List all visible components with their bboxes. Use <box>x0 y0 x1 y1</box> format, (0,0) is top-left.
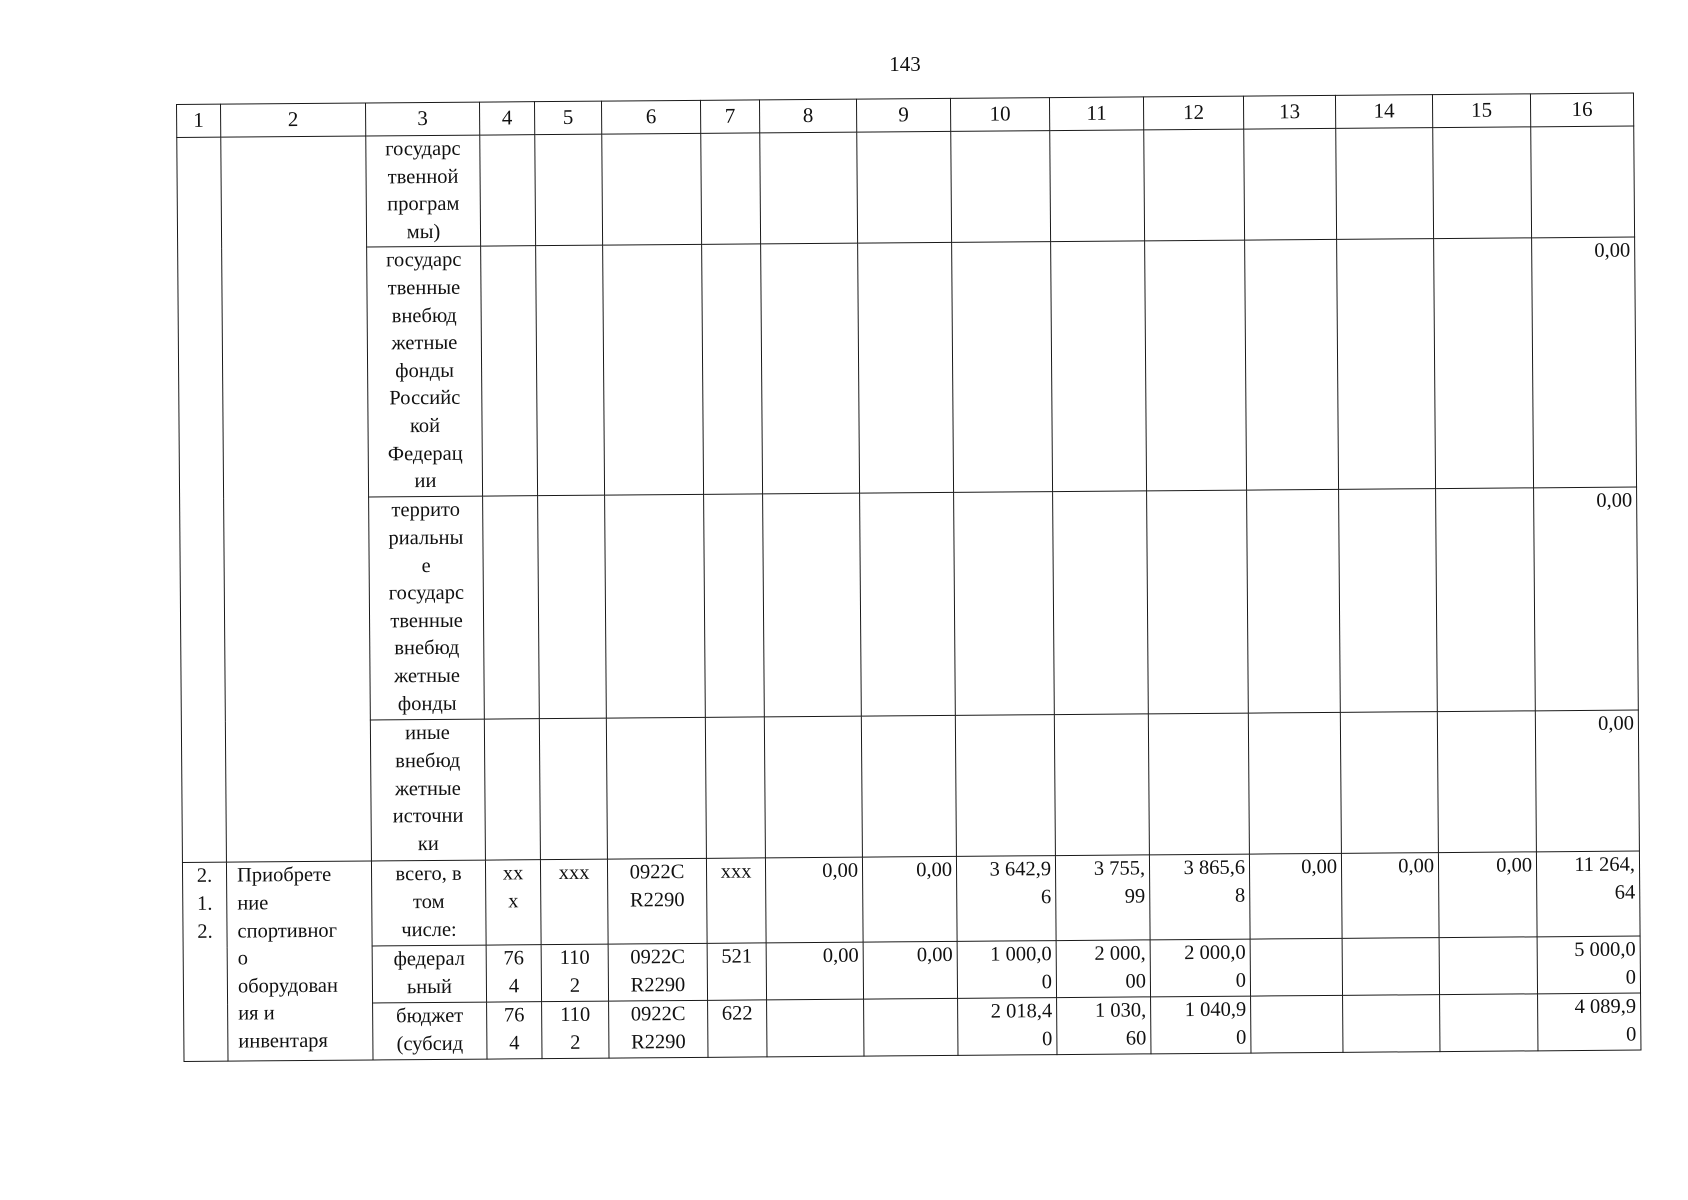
empty-cell <box>536 246 605 497</box>
empty-cell <box>602 133 702 245</box>
header-cell: 12 <box>1143 96 1243 130</box>
number-cell <box>177 137 227 863</box>
value-cell <box>1251 996 1343 1054</box>
item-name: Приобрете ние спортивног о оборудован ия и инвентаря <box>226 861 373 1061</box>
empty-cell <box>1433 127 1532 239</box>
empty-cell <box>705 717 765 858</box>
empty-cell <box>1051 241 1147 492</box>
empty-cell <box>603 245 704 496</box>
empty-cell <box>480 135 536 247</box>
total-cell: 0,00 <box>1532 237 1637 488</box>
empty-cell <box>1336 128 1434 240</box>
empty-cell <box>952 242 1053 493</box>
table-row <box>181 710 1639 862</box>
total-cell <box>1531 126 1635 238</box>
empty-cell <box>761 244 860 495</box>
item-number: 2. 1. 2. <box>182 863 228 1062</box>
total-cell: 5 000,0 0 <box>1537 936 1640 994</box>
header-cell: 6 <box>601 100 700 134</box>
empty-cell <box>1053 491 1149 715</box>
value-cell: 0,00 <box>765 858 863 944</box>
code-cell: хх х <box>485 860 541 945</box>
header-cell: 13 <box>1243 95 1335 129</box>
name-cell <box>221 136 372 862</box>
header-cell: 3 <box>365 102 479 136</box>
source-cell: государс твенной програм мы) <box>366 135 481 247</box>
value-cell: 1 000,0 0 <box>957 941 1056 999</box>
value-cell: 0,00 <box>1341 853 1439 939</box>
empty-cell <box>858 243 954 494</box>
empty-cell <box>951 131 1051 243</box>
value-cell: 3 865,6 8 <box>1149 854 1250 940</box>
empty-cell <box>484 719 540 860</box>
empty-cell <box>1144 129 1245 241</box>
value-cell: 3 755, 99 <box>1055 855 1150 941</box>
value-cell: 2 018,4 0 <box>958 998 1057 1056</box>
table-row <box>178 237 1637 498</box>
code-cell: ххх <box>706 858 766 943</box>
empty-cell <box>1244 128 1337 240</box>
code-cell: 76 4 <box>487 1002 542 1059</box>
value-cell: 0,00 <box>1249 854 1342 940</box>
empty-cell <box>1337 239 1436 490</box>
empty-cell <box>1339 489 1438 713</box>
value-cell: 1 040,9 0 <box>1151 996 1251 1054</box>
value-cell <box>1342 938 1439 996</box>
header-cell: 8 <box>759 99 856 133</box>
source-cell: всего, в том числе: <box>371 860 486 946</box>
source-cell: иные внебюд жетные источни ки <box>370 719 485 861</box>
empty-cell <box>538 496 607 720</box>
table-row <box>182 851 1640 947</box>
total-cell: 0,00 <box>1534 487 1639 711</box>
empty-cell <box>539 719 607 861</box>
value-cell <box>1440 994 1538 1052</box>
empty-cell <box>605 495 706 719</box>
empty-cell <box>1437 711 1536 853</box>
header-cell: 15 <box>1432 94 1530 128</box>
source-cell: террито риальны е государс твенные внебюд жетные фонды <box>369 496 485 720</box>
code-cell: ххх <box>540 860 608 946</box>
empty-cell <box>1436 488 1536 712</box>
empty-cell <box>535 134 603 246</box>
empty-cell <box>955 715 1055 857</box>
code-cell: 521 <box>707 943 766 1000</box>
value-cell <box>1343 995 1440 1053</box>
header-cell: 7 <box>700 100 759 133</box>
empty-cell <box>704 494 765 717</box>
value-cell: 0,00 <box>862 857 957 943</box>
empty-cell <box>1054 714 1149 856</box>
empty-cell <box>760 132 858 244</box>
header-cell: 2 <box>221 103 366 137</box>
empty-cell <box>1434 238 1534 489</box>
table-row <box>177 126 1635 249</box>
value-cell <box>864 999 958 1057</box>
empty-cell <box>857 131 952 243</box>
code-cell: 0922С R2290 <box>609 1001 708 1059</box>
empty-cell <box>1247 490 1341 714</box>
empty-cell <box>861 716 956 858</box>
value-cell <box>1250 939 1342 997</box>
empty-cell <box>606 718 706 860</box>
value-cell: 2 000,0 0 <box>1150 939 1250 997</box>
value-cell: 1 030, 60 <box>1057 997 1151 1055</box>
value-cell: 0,00 <box>766 943 863 1001</box>
header-cell: 9 <box>856 98 950 132</box>
header-cell: 5 <box>534 101 601 135</box>
empty-cell <box>701 133 761 245</box>
empty-cell <box>954 492 1055 716</box>
empty-cell <box>1145 240 1247 491</box>
total-cell: 11 264, 64 <box>1536 851 1640 937</box>
empty-cell <box>860 493 956 717</box>
total-cell: 0,00 <box>1535 710 1639 852</box>
empty-cell <box>1148 713 1249 855</box>
empty-cell <box>1050 130 1145 242</box>
empty-cell <box>1340 712 1438 854</box>
source-cell: бюджет (субсид <box>373 1002 487 1060</box>
header-cell: 14 <box>1335 95 1432 129</box>
code-cell: 622 <box>708 1000 767 1057</box>
value-cell <box>1439 937 1537 995</box>
empty-cell <box>483 496 540 719</box>
source-cell: федерал ьный <box>372 945 486 1003</box>
code-cell: 0922С R2290 <box>608 944 707 1002</box>
header-cell: 1 <box>177 104 221 137</box>
budget-table <box>176 93 1641 1063</box>
value-cell: 0,00 <box>1438 852 1537 938</box>
empty-cell <box>1245 240 1339 491</box>
page-number: 143 <box>889 52 921 76</box>
empty-cell <box>763 494 862 718</box>
header-cell: 10 <box>950 98 1049 132</box>
value-cell: 2 000, 00 <box>1056 940 1150 998</box>
value-cell: 3 642,9 6 <box>956 856 1056 942</box>
code-cell: 110 2 <box>541 945 608 1003</box>
empty-cell <box>1248 713 1341 855</box>
table-row <box>184 993 1641 1061</box>
value-cell: 0,00 <box>863 942 957 1000</box>
header-cell: 4 <box>479 102 534 135</box>
empty-cell <box>764 717 862 859</box>
source-cell: государс твенные внебюд жетные фонды Российс кой Федерац ии <box>367 246 483 497</box>
total-cell: 4 089,9 0 <box>1538 993 1641 1051</box>
empty-cell <box>481 246 538 496</box>
table-row <box>180 487 1639 721</box>
header-cell: 11 <box>1049 97 1143 131</box>
value-cell <box>767 1000 864 1058</box>
code-cell: 110 2 <box>542 1002 609 1060</box>
header-cell: 16 <box>1530 93 1633 127</box>
empty-cell <box>702 244 763 494</box>
code-cell: 0922С R2290 <box>607 859 707 945</box>
empty-cell <box>1147 490 1249 714</box>
code-cell: 76 4 <box>486 945 541 1002</box>
